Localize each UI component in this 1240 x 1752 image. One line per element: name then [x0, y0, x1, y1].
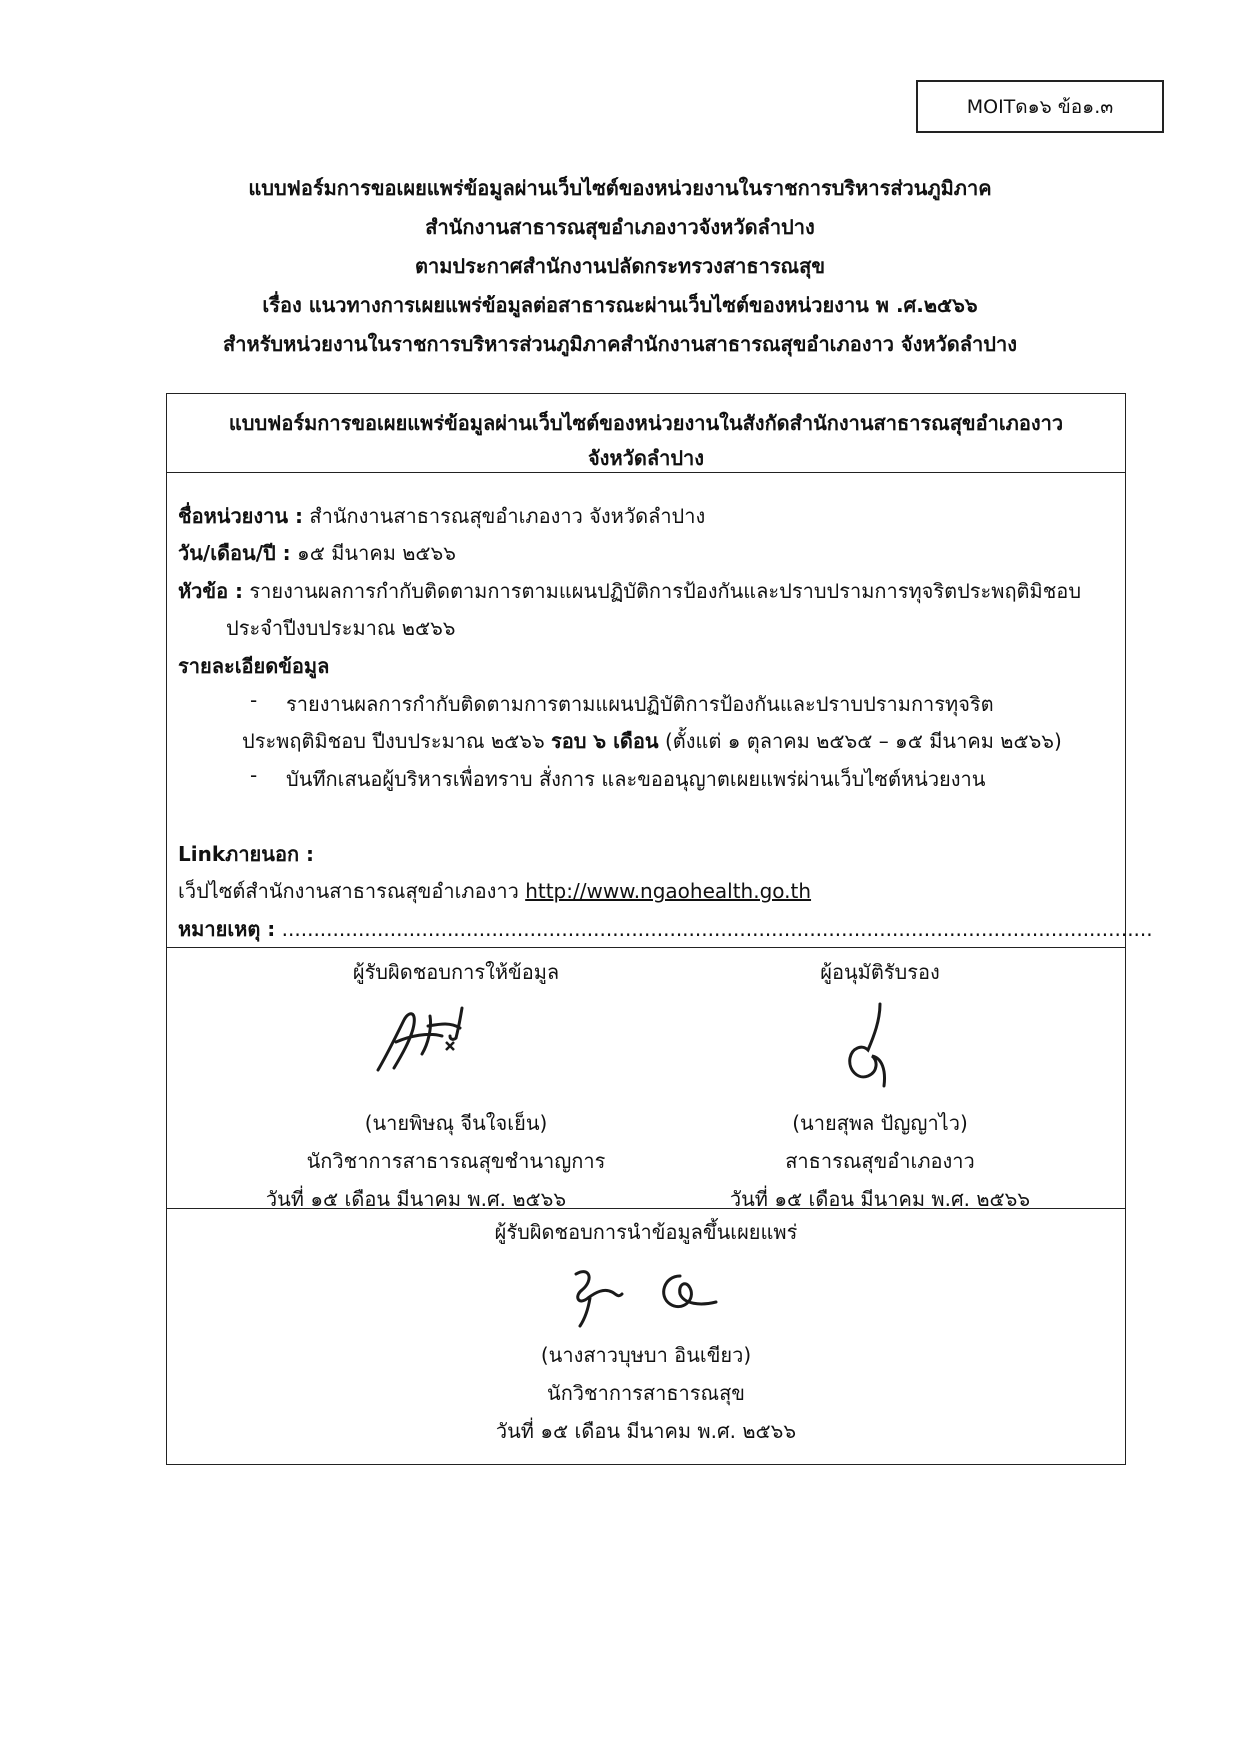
external-link-label: Linkภายนอก :	[178, 842, 315, 866]
detail-1-line-2	[242, 725, 1062, 757]
header-line-2: สำนักงานสาธารณสุขอำเภองาวจังหวัดลำปาง	[425, 215, 815, 239]
topic-label: หัวข้อ :	[178, 579, 244, 603]
detail-2-text: บันทึกเสนอผู้บริหารเพื่อทราบ สั่งการ และขออนุญาตเผยแพร่ผ่านเว็บไซต์หน่วยงาน	[286, 767, 986, 791]
right-signer-name: (นายสุพล ปัญญาไว)	[792, 1111, 968, 1135]
publisher-name: (นางสาวบุษบา อินเขียว)	[540, 1343, 752, 1367]
detail-1-text-a: ประพฤติมิชอบ ปีงบประมาณ ๒๕๖๖	[242, 729, 552, 753]
left-signer-role: ผู้รับผิดชอบการให้ข้อมูล	[352, 960, 560, 984]
agency-row	[178, 500, 705, 532]
note-label: หมายเหตุ :	[178, 917, 276, 941]
detail-1-dash: -	[250, 688, 258, 712]
publisher-role: ผู้รับผิดชอบการนำข้อมูลขึ้นเผยแพร่	[494, 1220, 798, 1244]
publisher-position: นักวิชาการสาธารณสุข	[547, 1381, 745, 1405]
header-line-4: เรื่อง แนวทางการเผยแพร่ข้อมูลต่อสาธารณะผ่านเว็บไซต์ของหน่วยงาน พ .ศ.๒๕๖๖	[262, 293, 978, 317]
external-link-row	[178, 875, 811, 907]
document-code: MOITด๑๖ ข้อ๑.๓	[966, 95, 1114, 118]
detail-2-dash: -	[250, 763, 258, 787]
left-signer-position: นักวิชาการสาธารณสุขชำนาญการ	[306, 1149, 606, 1173]
right-signature-icon	[828, 1000, 908, 1100]
external-link-prefix: เว็ปไซต์สำนักงานสาธารณสุขอำเภองาว	[178, 879, 526, 903]
document-code-box	[916, 80, 1164, 133]
right-signer-position: สาธารณสุขอำเภองาว	[785, 1149, 975, 1173]
detail-1-line-1: รายงานผลการกำกับติดตามการตามแผนปฏิบัติการป้องกันและปราบปรามการทุจริต	[286, 692, 994, 716]
detail-1-text-b: (ตั้งแต่ ๑ ตุลาคม ๒๕๖๕ – ๑๕ มีนาคม ๒๕๖๖)	[658, 729, 1062, 753]
topic-row	[178, 575, 1081, 607]
left-signature-icon	[370, 998, 480, 1078]
right-signer-date: วันที่ ๑๕ เดือน มีนาคม พ.ศ. ๒๕๖๖	[729, 1187, 1031, 1211]
topic-value-line-2: ประจำปีงบประมาณ ๒๕๖๖	[226, 616, 456, 640]
form-title-line-1: แบบฟอร์มการขอเผยแพร่ข้อมูลผ่านเว็บไซต์ของหน่วยงานในสังกัดสำนักงานสาธารณสุขอำเภองาว	[228, 411, 1064, 435]
topic-value: รายงานผลการกำกับติดตามการตามแผนปฏิบัติการป้องกันและปราบปรามการทุจริตประพฤติมิชอบ	[243, 579, 1082, 603]
header-line-3: ตามประกาศสำนักงานปลัดกระทรวงสาธารณสุข	[414, 254, 825, 278]
right-signer-role: ผู้อนุมัติรับรอง	[820, 960, 940, 984]
left-signer-name: (นายพิษณุ จีนใจเย็น)	[364, 1111, 548, 1135]
header-line-5: สำหรับหน่วยงานในราชการบริหารส่วนภูมิภาคสำนักงานสาธารณสุขอำเภองาว จังหวัดลำปาง	[223, 332, 1017, 356]
divider-signatures	[166, 947, 1126, 948]
publisher-signature-icon	[560, 1262, 740, 1334]
header-line-1: แบบฟอร์มการขอเผยแพร่ข้อมูลผ่านเว็บไซต์ของหน่วยงานในราชการบริหารส่วนภูมิภาค	[248, 176, 992, 200]
agency-value: สำนักงานสาธารณสุขอำเภองาว จังหวัดลำปาง	[303, 504, 706, 528]
agency-label: ชื่อหน่วยงาน :	[178, 504, 304, 528]
note-dots: .........................................................................................................................................	[275, 917, 1153, 941]
details-label: รายละเอียดข้อมูล	[178, 654, 330, 678]
external-link-url[interactable]: http://www.ngaohealth.go.th	[525, 879, 812, 903]
note-row	[178, 913, 1153, 945]
date-value: ๑๕ มีนาคม ๒๕๖๖	[290, 541, 456, 565]
form-title-line-2: จังหวัดลำปาง	[587, 446, 705, 470]
left-signer-date: วันที่ ๑๕ เดือน มีนาคม พ.ศ. ๒๕๖๖	[265, 1187, 567, 1211]
date-label: วัน/เดือน/ปี :	[178, 541, 291, 565]
publisher-date: วันที่ ๑๕ เดือน มีนาคม พ.ศ. ๒๕๖๖	[495, 1419, 797, 1443]
date-row	[178, 537, 456, 569]
detail-1-period: รอบ ๖ เดือน	[551, 729, 659, 753]
